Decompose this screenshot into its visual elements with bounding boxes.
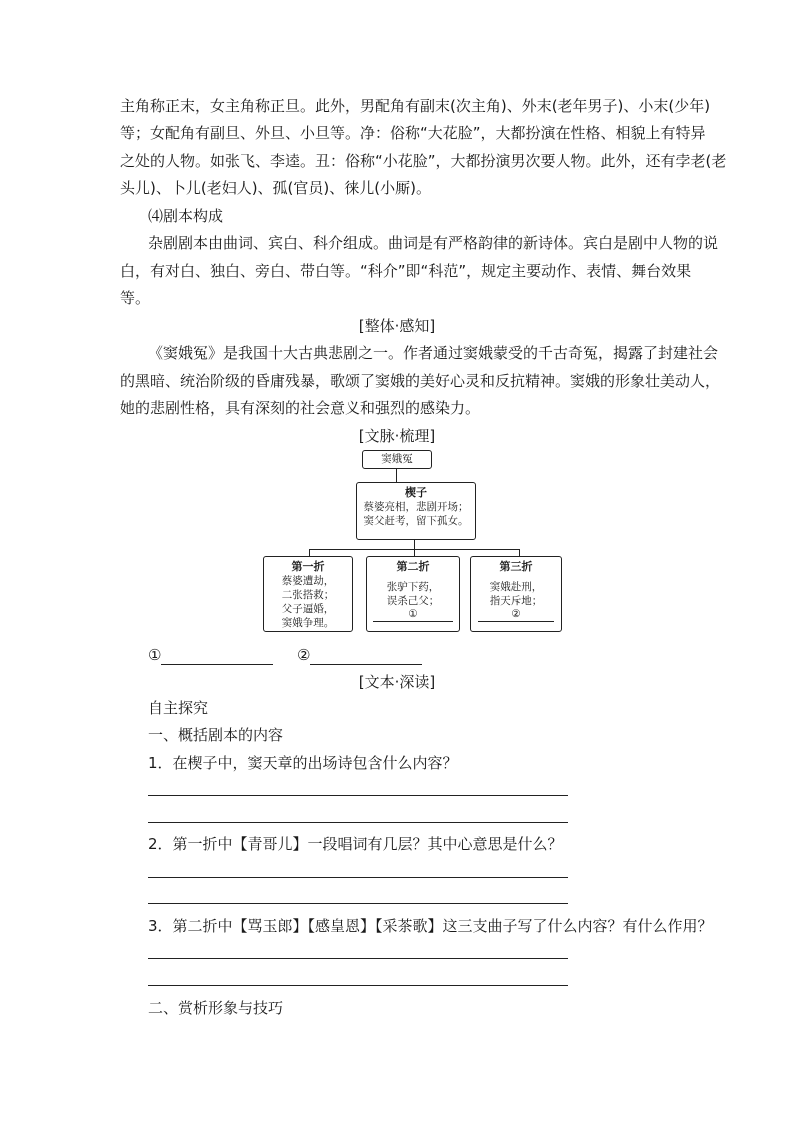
section-title: [整体·感知] bbox=[358, 317, 436, 335]
body-text-line: 头儿)、卜儿(老妇人)、孤(官员)、徕儿(小厮)。 bbox=[120, 179, 431, 197]
answer-line[interactable] bbox=[148, 985, 568, 986]
answer-line[interactable] bbox=[148, 795, 568, 796]
diagram-root-label: 窦娥冤 bbox=[381, 453, 413, 465]
body-text-line: 《窦娥冤》是我国十大古典悲剧之一。作者通过窦娥蒙受的千古奇冤，揭露了封建社会 bbox=[148, 344, 719, 362]
act-line: 窦娥争理。 bbox=[281, 617, 335, 629]
prologue-title: 楔子 bbox=[405, 486, 427, 499]
question-2: 2．第一折中【青哥儿】一段唱词有几层？其中心意思是什么？ bbox=[148, 835, 563, 853]
diagram-act-1-node bbox=[263, 556, 353, 632]
body-text-line: 等。 bbox=[120, 289, 151, 307]
question-1: 1．在楔子中，窦天章的出场诗包含什么内容？ bbox=[148, 754, 458, 772]
answer-blank-1[interactable] bbox=[161, 646, 273, 665]
body-text-line: 等；女配角有副旦、外旦、小旦等。净：俗称“大花脸”，大都扮演在性格、相貌上有特异 bbox=[120, 124, 706, 142]
body-text-line: 的黑暗、统治阶级的昏庸残暴，歌颂了窦娥的美好心灵和反抗精神。窦娥的形象壮美动人， bbox=[120, 372, 721, 390]
act-line: 二张搭救； bbox=[281, 589, 335, 601]
subheading: 一、概括剧本的内容 bbox=[148, 726, 284, 744]
diagram-act-3-node bbox=[470, 556, 562, 632]
answer-line[interactable] bbox=[148, 958, 568, 959]
answer-label-2: ② bbox=[297, 646, 311, 664]
diagram-prologue-node bbox=[356, 482, 476, 540]
act-line: 张驴下药， bbox=[386, 581, 440, 593]
subheading: 二、赏析形象与技巧 bbox=[148, 999, 284, 1017]
answer-line[interactable] bbox=[148, 822, 568, 823]
subheading: 自主探究 bbox=[148, 699, 209, 717]
body-text-line: 主角称正末，女主角称正旦。此外，男配角有副末(次主角)、外末(老年男子)、小末(少年) bbox=[120, 97, 711, 115]
act-line: 窦娥赴刑， bbox=[489, 581, 543, 593]
answer-blank-2[interactable] bbox=[310, 646, 422, 665]
body-text-line: 杂剧剧本由曲词、宾白、科介组成。曲词是有严格韵律的新诗体。宾白是剧中人物的说 bbox=[148, 234, 719, 252]
diagram-connector bbox=[396, 468, 397, 482]
section-title: [文本·深读] bbox=[358, 673, 436, 691]
answer-label-1: ① bbox=[148, 646, 162, 664]
act-title: 第三折 bbox=[499, 560, 533, 573]
act-blank: ① bbox=[373, 608, 453, 622]
act-title: 第一折 bbox=[291, 560, 325, 573]
section-title: [文脉·梳理] bbox=[358, 427, 436, 445]
answer-blanks bbox=[148, 645, 422, 665]
act-line: 蔡婆遭劫， bbox=[281, 575, 335, 587]
body-text-line: 白，有对白、独白、旁白、带白等。“科介”即“科范”，规定主要动作、表情、舞台效果 bbox=[120, 262, 692, 280]
act-title: 第二折 bbox=[396, 560, 430, 573]
diagram-root-node bbox=[362, 450, 432, 469]
act-blank: ② bbox=[478, 608, 554, 622]
body-text-line: 她的悲剧性格，具有深刻的社会意义和强烈的感染力。 bbox=[120, 399, 481, 417]
prologue-line: 蔡婆亮相，悲剧开场； bbox=[363, 501, 469, 513]
section-heading: ⑷剧本构成 bbox=[148, 207, 224, 225]
act-line: 父子逼婚， bbox=[281, 603, 335, 615]
act-line: 误杀己父； bbox=[386, 595, 440, 607]
prologue-line: 窦父赶考，留下孤女。 bbox=[363, 515, 469, 527]
diagram-connector bbox=[414, 539, 415, 549]
answer-line[interactable] bbox=[148, 903, 568, 904]
act-line: 指天斥地； bbox=[489, 595, 543, 607]
answer-line[interactable] bbox=[148, 877, 568, 878]
question-3: 3．第二折中【骂玉郎】【感皇恩】【采茶歌】这三支曲子写了什么内容？有什么作用？ bbox=[148, 917, 713, 935]
body-text-line: 之处的人物。如张飞、李逵。丑：俗称“小花脸”，大都扮演男次要人物。此外，还有孛老(老 bbox=[120, 152, 727, 170]
diagram-act-2-node bbox=[366, 556, 460, 632]
